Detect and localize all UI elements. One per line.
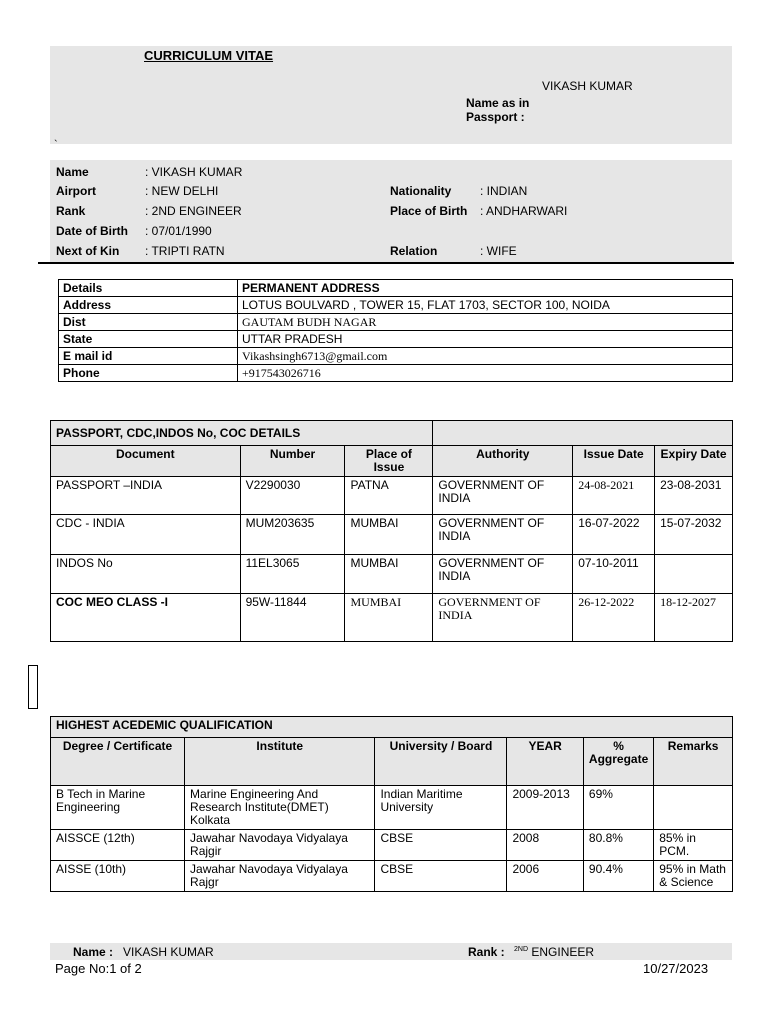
column-header: YEAR: [507, 738, 583, 786]
phone-label: Phone: [59, 365, 238, 382]
passport-label-line1: Name as in: [466, 96, 530, 110]
table-cell: 16-07-2022: [573, 515, 655, 555]
documents-table: [50, 420, 733, 642]
column-header: Place of Issue: [345, 446, 433, 477]
table-row: [59, 365, 733, 382]
table-cell: Marine Engineering And Research Institute(DMET) Kolkata: [185, 786, 375, 830]
dob-value: : 07/01/1990: [145, 224, 212, 238]
table-cell: AISSCE (12th): [51, 830, 185, 861]
table-title-row: [51, 421, 733, 446]
state-label: State: [59, 331, 238, 348]
dob-label: Date of Birth: [56, 224, 128, 238]
table-row: [51, 555, 733, 594]
pob-label: Place of Birth: [390, 204, 468, 218]
kin-label: Next of Kin: [56, 244, 120, 258]
column-header: % Aggregate: [583, 738, 653, 786]
footer-name-label: Name :: [73, 945, 114, 959]
table-cell: GOVERNMENT OF INDIA: [433, 515, 573, 555]
relation-label: Relation: [390, 244, 438, 258]
column-header: Document: [51, 446, 241, 477]
pob-value: : ANDHARWARI: [480, 204, 568, 218]
table-row: [59, 297, 733, 314]
footer-name-value: VIKASH KUMAR: [123, 945, 214, 959]
footer-date: 10/27/2023: [643, 961, 709, 976]
section-divider: [38, 262, 734, 264]
passport-name-label: [466, 96, 529, 124]
table-cell: 69%: [583, 786, 653, 830]
table-cell: 26-12-2022: [573, 594, 655, 642]
table-header-cell: Details: [59, 280, 238, 297]
table-header-row: [51, 446, 733, 477]
name-value: : VIKASH KUMAR: [145, 165, 243, 179]
column-header: Degree / Certificate: [51, 738, 185, 786]
column-header: Number: [240, 446, 345, 477]
table-row: [59, 331, 733, 348]
table-cell: MUMBAI: [345, 515, 433, 555]
rank-superscript: 2ND: [514, 946, 529, 953]
table-cell: MUMBAI: [345, 555, 433, 594]
rank-label: Rank: [56, 204, 86, 218]
personal-details: [50, 160, 732, 262]
address-label: Address: [59, 297, 238, 314]
table-cell: 80.8%: [583, 830, 653, 861]
table-row: [51, 477, 733, 515]
table-cell: CDC - INDIA: [51, 515, 241, 555]
header-name: VIKASH KUMAR: [542, 79, 633, 93]
table-row: [59, 348, 733, 365]
email-label: E mail id: [59, 348, 238, 365]
table-cell: GOVERNMENT OF INDIA: [433, 477, 573, 515]
table-cell: Indian Maritime University: [375, 786, 507, 830]
table-row: [51, 830, 733, 861]
footer-rank-label: Rank :: [468, 945, 505, 959]
column-header: Issue Date: [573, 446, 655, 477]
table-cell: 24-08-2021: [573, 477, 655, 515]
rank-text: ENGINEER: [528, 945, 595, 959]
rank-value: : 2ND ENGINEER: [145, 204, 242, 218]
table-row: [51, 594, 733, 642]
table-cell: [655, 555, 733, 594]
table-cell: PASSPORT –INDIA: [51, 477, 241, 515]
table-cell: PATNA: [345, 477, 433, 515]
table-cell: GOVERNMENT OF INDIA: [433, 555, 573, 594]
table-cell: CBSE: [375, 830, 507, 861]
table-cell: 07-10-2011: [573, 555, 655, 594]
dist-value: GAUTAM BUDH NAGAR: [238, 314, 733, 331]
page-number: Page No:1 of 2: [55, 961, 142, 976]
table-cell: 2009-2013: [507, 786, 583, 830]
address-value: LOTUS BOULVARD , TOWER 15, FLAT 1703, SECTOR 100, NOIDA: [238, 297, 733, 314]
table-header-cell: PERMANENT ADDRESS: [238, 280, 733, 297]
empty-cell: [433, 421, 733, 446]
table-cell: GOVERNMENT OF INDIA: [433, 594, 573, 642]
table-cell: 90.4%: [583, 861, 653, 892]
airport-label: Airport: [56, 184, 96, 198]
document-title: CURRICULUM VITAE: [144, 48, 274, 63]
column-header: Expiry Date: [655, 446, 733, 477]
address-table: [58, 279, 733, 382]
table-cell: 2006: [507, 861, 583, 892]
table-row: [51, 861, 733, 892]
table-cell: COC MEO CLASS -I: [51, 594, 241, 642]
column-header: University / Board: [375, 738, 507, 786]
table-cell: 2008: [507, 830, 583, 861]
table-cell: [654, 786, 733, 830]
table-cell: CBSE: [375, 861, 507, 892]
nationality-value: : INDIAN: [480, 184, 528, 198]
column-header: Institute: [185, 738, 375, 786]
documents-title: PASSPORT, CDC,INDOS No, COC DETAILS: [51, 421, 433, 446]
table-row: [59, 280, 733, 297]
education-table: [50, 716, 733, 892]
empty-box: [28, 665, 38, 709]
phone-value: +917543026716: [238, 365, 733, 382]
table-title-row: [51, 717, 733, 738]
relation-value: : WIFE: [480, 244, 517, 258]
airport-value: : NEW DELHI: [145, 184, 219, 198]
table-cell: 15-07-2032: [655, 515, 733, 555]
nationality-label: Nationality: [390, 184, 452, 198]
table-cell: Jawahar Navodaya Vidyalaya Rajgir: [185, 830, 375, 861]
column-header: Authority: [433, 446, 573, 477]
email-value: Vikashsingh6713@gmail.com: [238, 348, 733, 365]
name-label: Name: [56, 165, 89, 179]
table-cell: Jawahar Navodaya Vidyalaya Rajgr: [185, 861, 375, 892]
table-cell: 95% in Math & Science: [654, 861, 733, 892]
column-header: Remarks: [654, 738, 733, 786]
dist-label: Dist: [59, 314, 238, 331]
table-cell: 11EL3065: [240, 555, 345, 594]
table-cell: INDOS No: [51, 555, 241, 594]
state-value: UTTAR PRADESH: [238, 331, 733, 348]
table-cell: MUM203635: [240, 515, 345, 555]
table-row: [59, 314, 733, 331]
table-cell: B Tech in Marine Engineering: [51, 786, 185, 830]
table-row: [51, 786, 733, 830]
table-cell: V2290030: [240, 477, 345, 515]
kin-value: : TRIPTI RATN: [145, 244, 225, 258]
table-cell: 85% in PCM.: [654, 830, 733, 861]
table-cell: 23-08-2031: [655, 477, 733, 515]
table-cell: 18-12-2027: [655, 594, 733, 642]
footer-rank-value: [514, 945, 594, 959]
table-row: [51, 515, 733, 555]
education-title: HIGHEST ACEDEMIC QUALIFICATION: [51, 717, 733, 738]
stray-mark: `: [54, 139, 58, 151]
passport-label-line2: Passport :: [466, 110, 525, 124]
table-header-row: [51, 738, 733, 786]
table-cell: 95W-11844: [240, 594, 345, 642]
table-cell: AISSE (10th): [51, 861, 185, 892]
table-cell: MUMBAI: [345, 594, 433, 642]
